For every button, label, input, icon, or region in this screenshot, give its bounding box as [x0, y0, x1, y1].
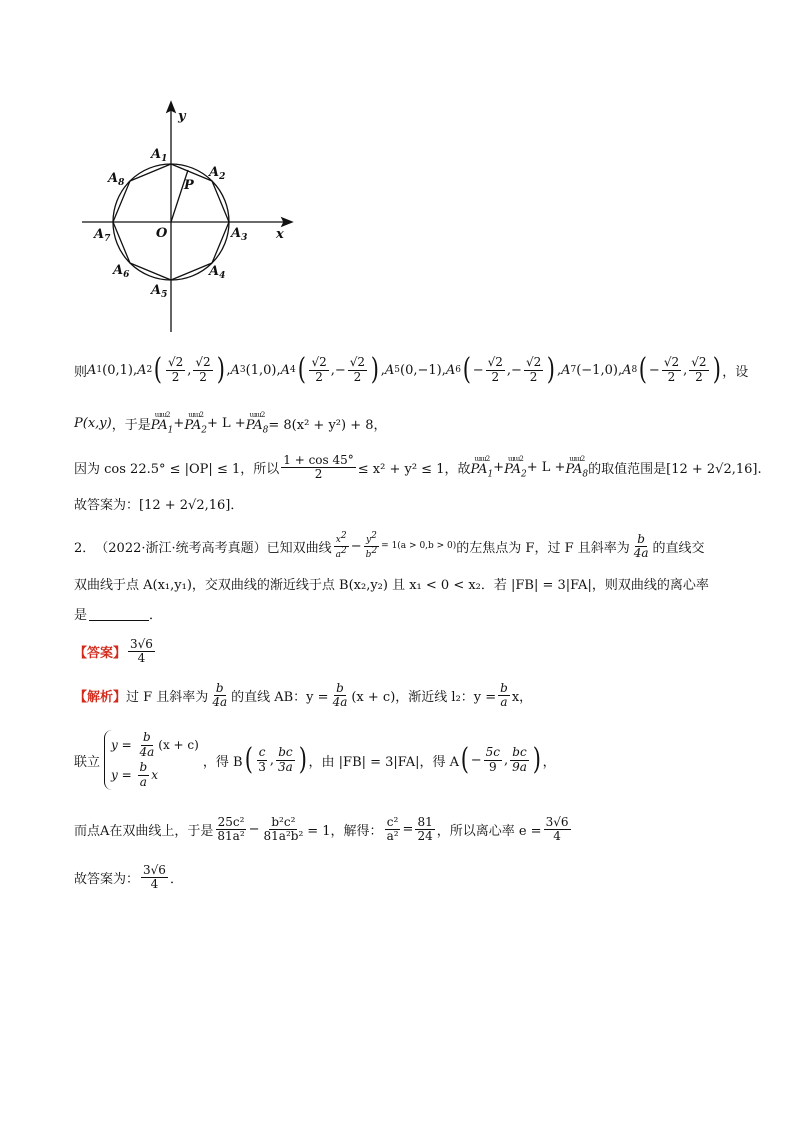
- y-axis-arrow: [167, 102, 175, 112]
- answer-blank: [89, 606, 149, 621]
- answer-line: 【答案】 $\frac{3√6}{4}$: [74, 637, 153, 666]
- q2-line3: 是 ．: [74, 608, 163, 623]
- sol1-line2: P(x,y) ，于是 ɯɯ2 $PA_1$ + ɯɯ2 $PA_2$ + L + ɯɯ2 $PA_8$ = 8(x² + y²) + 8，: [74, 411, 387, 436]
- x-axis-arrow: [282, 218, 292, 226]
- label-a8: $A_8$: [108, 171, 125, 188]
- answer-tag: 【答案】: [74, 646, 127, 662]
- analysis-final: 故答案为： $\frac{3√6}{4}$ ．: [74, 863, 183, 892]
- equation-system: y = $\frac{b}{4a}$ (x + c) y = $\frac{b}{a}$ x: [104, 730, 199, 790]
- sol1-line3: 因为 cos 22.5° ≤ |OP| ≤ 1，所以 $\frac{1 + \cos 45^\circ}{2}$ ≤ x² + y² ≤ 1，故 ɯɯ2 $PA_1$ + ɯɯ2 $PA_2$ + L + ɯɯ2 $PA_8$ 的取值范围是[12 + 2√2,16].: [74, 453, 762, 482]
- label-a4: $A_4$: [209, 264, 226, 281]
- axis-x-label: x: [276, 227, 284, 242]
- label-a7: $A_7$: [94, 227, 111, 244]
- q2-line2: 双曲线于点 A(x₁,y₁)，交双曲线的渐近线于点 B(x₂,y₂) 且 x₁ < 0 < x₂．若 |FB| = 3|FA|，则双曲线的离心率: [74, 578, 709, 593]
- sol1-line1: 则 A 1 (0,1) , A 2 ( $\frac{√2}{2}$ , $\frac{√2}{2}$ ) , A 3 (1,0) , A 4 ( $\frac{√2}{2}$ ,− $\frac{√2}{2}$ ) , A 5 (0,−1) , A 6 ( − $\frac{√2}{2}$ ,− $\frac{√2}{2}$ ) , A 7 (−1,0) , A 8 ( − $\frac{√2}{2}$ , $\frac{√2}{2}$ ) ，设: [74, 352, 749, 387]
- q2-line1: 2． （2022·浙江·统考高考真题） 已知双曲线 $\frac{x^2}{a^2}$ − $\frac{y^2}{b^2}$ = 1(a > 0,b > 0) 的左焦点为 F，过 F 且斜率为 $\frac{b}{4a}$ 的直线交: [74, 531, 705, 560]
- label-a3: $A_3$: [231, 226, 248, 243]
- point-p-label: P: [184, 178, 194, 193]
- label-a6: $A_6$: [113, 263, 130, 280]
- label-a2: $A_2$: [209, 165, 226, 182]
- origin-label: O: [156, 226, 168, 241]
- octagon-figure: [70, 95, 300, 345]
- label-a1: $A_1$: [151, 147, 168, 164]
- analysis-line3: 而点A在双曲线上，于是 $\frac{\text{25c²}}{\text{81a²}}$ − $\frac{\text{b²c²}}{\text{81a²b²}}$ = 1，解得： $\frac{\text{c²}}{\text{a²}}$ = $\frac{81}{24}$ ，所以离心率 e = $\frac{3√6}{4}$: [74, 815, 569, 844]
- label-a5: $A_5$: [151, 283, 168, 300]
- analysis-line1: 【解析】 过 F 且斜率为 $\frac{b}{4a}$ 的直线 AB：y = $\frac{b}{4a}$ (x + c)，渐近线 l₂：y = $\frac{b}{a}$ x，: [74, 681, 533, 710]
- analysis-system: 联立 y = $\frac{b}{4a}$ (x + c) y = $\frac{b}{a}$ x ，得 B ( $\frac{c}{3}$ , $\frac{bc}{3a}$ ) ，由 |FB| = 3|FA|，得 A ( − $\frac{5c}{9}$ , $\frac{bc}{9a}$ ) ，: [74, 730, 556, 789]
- axis-y-label: y: [178, 109, 186, 124]
- sol1-answer: 故答案为：[12 + 2√2,16]．: [74, 498, 244, 513]
- analysis-tag: 【解析】: [74, 690, 127, 706]
